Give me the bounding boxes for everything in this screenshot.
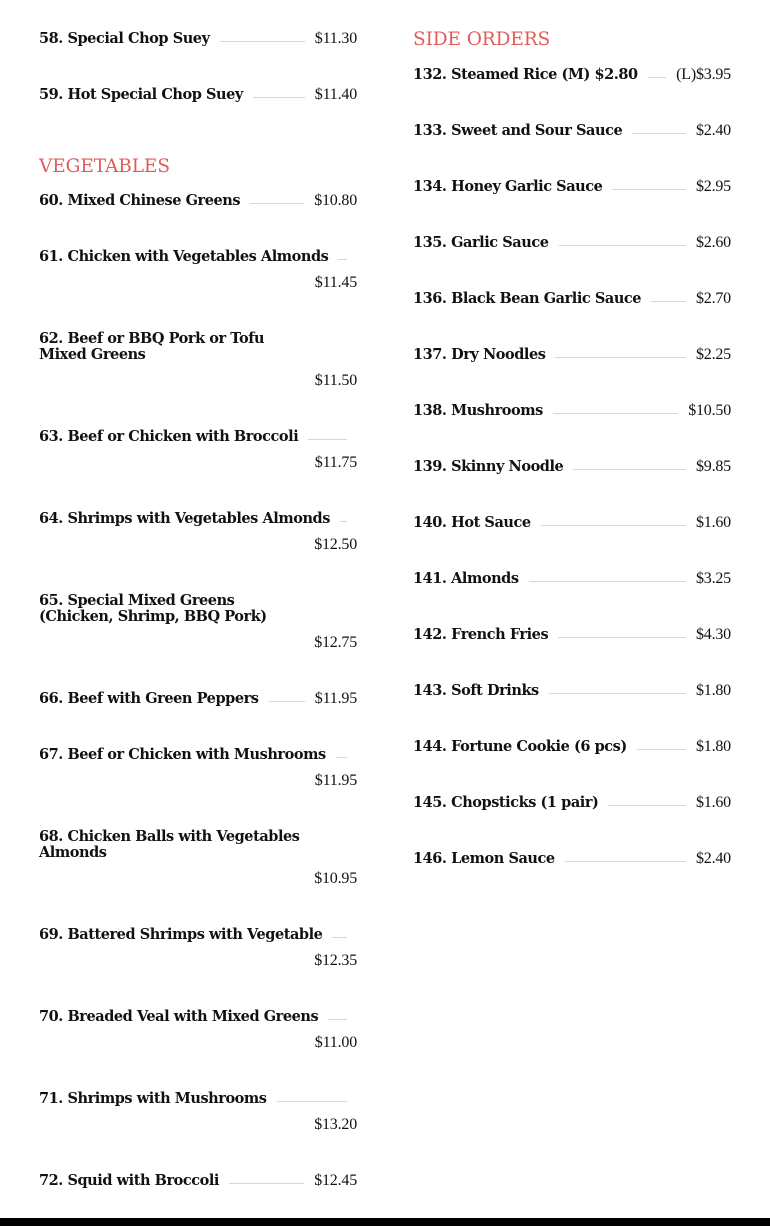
menu-item-price: $11.45 [314,274,357,291]
menu-item-name: 67. Beef or Chicken with Mushrooms [39,746,326,763]
menu-item-name: 146. Lemon Sauce [413,850,555,867]
menu-item-price: $12.45 [314,1172,357,1189]
leader-line [250,203,304,204]
leader-line [253,97,305,98]
leader-line [608,805,686,806]
menu-item-name: 68. Chicken Balls with Vegetables Almonds [39,828,300,861]
menu-item-name: 72. Squid with Broccoli [39,1172,219,1189]
menu-item-name: 142. French Fries [413,626,549,643]
menu-item-price: $2.70 [695,290,731,307]
leader-line [565,861,686,862]
menu-item [39,1091,357,1133]
menu-item-price: $12.75 [314,634,357,651]
menu-item [413,571,731,587]
menu-item-price: $3.25 [695,570,731,587]
menu-item [413,235,731,251]
menu-item-price: $11.40 [314,86,357,103]
menu-item-price: $11.00 [314,1034,357,1051]
menu-item-name: 61. Chicken with Vegetables Almonds [39,248,329,265]
menu-item [39,1009,357,1051]
menu-item [39,249,357,291]
menu-item [413,123,731,139]
menu-item-name: 65. Special Mixed Greens (Chicken, Shrimp, BBQ Pork) [39,592,267,625]
leader-line [338,259,347,260]
leader-line [651,301,686,302]
menu-item-price: $1.60 [695,514,731,531]
menu-item [39,429,357,471]
menu-item-name: 140. Hot Sauce [413,514,531,531]
leader-line [328,1019,347,1020]
leader-line [229,1183,304,1184]
menu-item-name: 69. Battered Shrimps with Vegetable [39,926,323,943]
menu-item [413,739,731,755]
menu-item [39,331,357,389]
menu-item-name: 63. Beef or Chicken with Broccoli [39,428,299,445]
leader-line [308,439,347,440]
menu-item [413,179,731,195]
menu-item-price: $1.80 [695,682,731,699]
menu-item-name: 136. Black Bean Garlic Sauce [413,290,642,307]
menu-item [39,31,357,47]
leader-line [637,749,686,750]
leader-line [553,413,678,414]
menu-item-name: 143. Soft Drinks [413,682,539,699]
menu-item-price: $1.80 [695,738,731,755]
menu-item [39,193,357,209]
menu-item-price: $4.30 [695,626,731,643]
menu-item [39,927,357,969]
menu-item-price: $9.85 [695,458,731,475]
footer-bar [0,1218,770,1226]
menu-item-price: $1.60 [695,794,731,811]
menu-item-price: (L)$3.95 [676,66,731,83]
menu-item [39,511,357,553]
menu-item-price: $11.50 [314,372,357,389]
menu-item-name: 62. Beef or BBQ Pork or Tofu Mixed Greens [39,330,265,363]
menu-item-price: $12.50 [314,536,357,553]
leader-line [558,637,686,638]
menu-item-name: 70. Breaded Veal with Mixed Greens [39,1008,319,1025]
menu-item [413,403,731,419]
menu-item [39,593,357,651]
menu-item-price: $2.40 [695,122,731,139]
leader-line [559,245,686,246]
menu-item [413,795,731,811]
leader-line [541,525,686,526]
leader-line [612,189,686,190]
menu-item-name: 134. Honey Garlic Sauce [413,178,603,195]
menu-item-price: $10.95 [314,870,357,887]
menu-item-price: $10.50 [688,402,731,419]
menu-item [413,683,731,699]
leader-line [632,133,686,134]
menu-item-name: 66. Beef with Green Peppers [39,690,259,707]
menu-item [413,347,731,363]
leader-line [220,41,305,42]
menu-item-price: $13.20 [314,1116,357,1133]
menu-item-name: 64. Shrimps with Vegetables Almonds [39,510,330,527]
menu-item-name: 137. Dry Noodles [413,346,546,363]
leader-line [336,757,347,758]
menu-item [39,1173,357,1189]
menu-item-price: $2.95 [695,178,731,195]
menu-item-name: 59. Hot Special Chop Suey [39,86,243,103]
leader-line [340,521,347,522]
leader-line [269,701,305,702]
leader-line [549,693,686,694]
leader-line [555,357,686,358]
section-heading-side-orders: SIDE ORDERS [413,29,551,50]
menu-item-price: $11.75 [314,454,357,471]
menu-item [39,747,357,789]
menu-item-name: 60. Mixed Chinese Greens [39,192,241,209]
menu-item [413,627,731,643]
menu-item-price: $12.35 [314,952,357,969]
menu-item-price: $11.95 [314,772,357,789]
menu-item [39,829,357,887]
menu-item-name: 132. Steamed Rice (M) $2.80 [413,66,638,83]
menu-item-name: 138. Mushrooms [413,402,543,419]
menu-item-name: 71. Shrimps with Mushrooms [39,1090,267,1107]
leader-line [648,77,667,78]
leader-line [529,581,686,582]
menu-item-price: $2.40 [695,850,731,867]
leader-line [277,1101,348,1102]
leader-line [573,469,686,470]
section-heading-vegetables: VEGETABLES [39,156,170,177]
menu-item-price: $11.95 [314,690,357,707]
menu-item-price: $2.25 [695,346,731,363]
menu-item [413,459,731,475]
menu-item [413,515,731,531]
menu-item [413,851,731,867]
menu-item [413,67,731,83]
menu-item-name: 135. Garlic Sauce [413,234,549,251]
menu-item-name: 141. Almonds [413,570,519,587]
menu-item-price: $10.80 [314,192,357,209]
menu-item [39,691,357,707]
menu-item-name: 139. Skinny Noodle [413,458,564,475]
menu-item-name: 144. Fortune Cookie (6 pcs) [413,738,627,755]
menu-item [413,291,731,307]
menu-item-name: 145. Chopsticks (1 pair) [413,794,599,811]
menu-item-name: 58. Special Chop Suey [39,30,210,47]
menu-item-price: $11.30 [314,30,357,47]
leader-line [332,937,347,938]
menu-item [39,87,357,103]
menu-item-name: 133. Sweet and Sour Sauce [413,122,623,139]
menu-item-price: $2.60 [695,234,731,251]
